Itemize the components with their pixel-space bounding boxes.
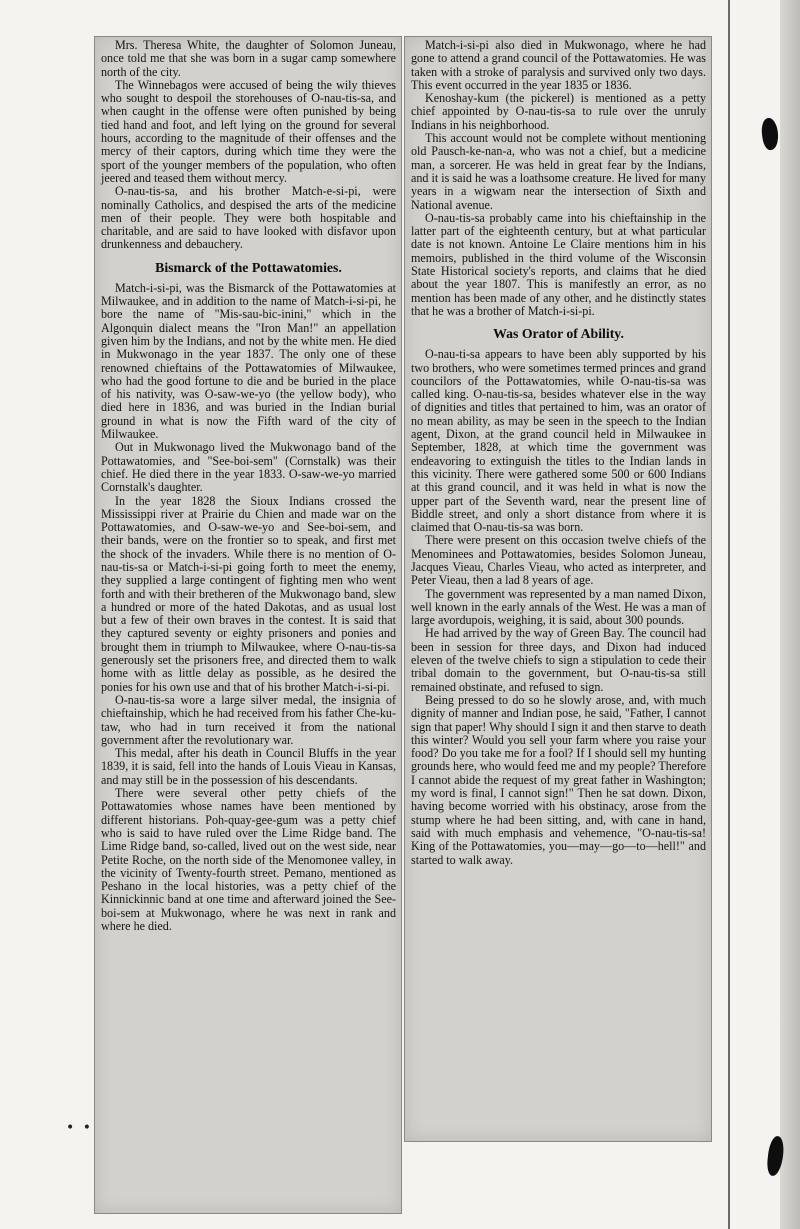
article-paragraph: O-nau-tis-sa, and his brother Match-e-si-pi, were nominally Catholics, and despised the arts of the medicine men of their people. They were both hospitable and charitable, and are said to have looked with disfavor upon drunkenness and debauchery. bbox=[101, 184, 396, 252]
article-paragraph: Kenoshay-kum (the pickerel) is mentioned as a petty chief appointed by O-nau-tis-sa to rule over the unruly Indians in his neighborhood. bbox=[411, 91, 706, 132]
article-column-left bbox=[95, 37, 401, 933]
article-paragraph: There were present on this occasion twelve chiefs of the Menominees and Pottawatomies, besides Solomon Juneau, Jacques Vieau, Charles Vieau, who acted as interpreter, and Peter Vieau, then a lad 8 years of age. bbox=[411, 533, 706, 588]
newspaper-clipping-right bbox=[404, 36, 712, 1142]
article-paragraph: Match-i-si-pi also died in Mukwonago, where he had gone to attend a grand council of the Pottawatomies. He was taken with a stroke of paralysis and survived only two days. This event occurred in the year 1835 or 1836. bbox=[411, 38, 706, 92]
article-paragraph: Being pressed to do so he slowly arose, and, with much dignity of manner and Indian pose, he said, "Father, I cannot sign that paper! Why should I sign it and then starve to death this winter? Would you sell your farm where you raise your food? Do you take me for a fool? If I should sell my hunting grounds here, who would feed me and my people? Therefore I cannot abide the request of my great father in Washington; my word is final, I cannot sign!" Then he sat down. Dixon, having become worried with his obstinacy, arose from the stump where he had been sitting, and, with cane in hand, said with much emphasis and vehemence, "O-nau-tis-sa! King of the Pottawatomies, you—may—go—to—hell!" and started to walk away. bbox=[411, 692, 706, 867]
section-heading: Bismarck of the Pottawatomies. bbox=[155, 259, 342, 275]
section-heading: Was Orator of Ability. bbox=[493, 326, 624, 342]
article-paragraph: The Winnebagos were accused of being the wily thieves who sought to despoil the storehouses of O-nau-tis-sa, and when caught in the offense were often punished by being tied hand and foot, and left lying on the ground for several hours, according to the magnitude of their offenses and the mercy of their captors, during which time they were the sport of the younger members of the population, who often jeered and teased them without mercy. bbox=[101, 77, 396, 185]
article-paragraph: Match-i-si-pi, was the Bismarck of the Pottawatomies at Milwaukee, and in addition to the name of Match-i-si-pi, he bore the name of "Mis-sau-bic-inini," which in the Algonquin dialect means the "Iron Man!" an appellation given him by the Indians, and not by the white men. He died in Mukwonago in the year 1837. The only one of these renowned chieftains of the Pottawatomies of Milwaukee, who had the good fortune to die and be buried in the place of his nativity, was O-saw-we-yo (the yellow body), who died here in 1836, and was buried in the Indian burial ground in what is now the Fifth ward of the city of Milwaukee. bbox=[101, 280, 396, 442]
article-paragraph: Mrs. Theresa White, the daughter of Solomon Juneau, once told me that she was born in a sugar camp somewhere north of the city. bbox=[101, 38, 396, 79]
margin-dots: • • bbox=[66, 1120, 93, 1136]
article-paragraph: This account would not be complete without mentioning old Pausch-ke-nan-a, who was not a chief, but a medicine man, a sorcerer. He was held in great fear by the Indians, and it is said he was a loathsome creature. He lived for many years in a wigwam near the intersection of Sixth and National avenue. bbox=[411, 131, 706, 212]
article-paragraph: There were several other petty chiefs of the Pottawatomies whose names have been mentioned by different historians. Poh-quay-gee-gum was a petty chief who is said to have ruled over the Lime Ridge band. The Lime Ridge band, so-called, lived out on the west side, near Petite Roche, on the north side of the Menomonee valley, in the vicinity of Twenty-fourth street. Pemano, mentioned as Peshano in the local histories, was a petty chief of the Kinnickinnic band at one time and afterward joined the See-boi-sem at Mukwonago, where he was next in rank and where he died. bbox=[101, 786, 396, 933]
article-column-right bbox=[405, 37, 711, 867]
page-edge bbox=[780, 0, 800, 1229]
newspaper-clipping-left bbox=[94, 36, 402, 1214]
page-fold-line bbox=[728, 0, 730, 1229]
article-paragraph: O-nau-ti-sa appears to have been ably supported by his two brothers, who were sometimes termed princes and grand councilors of the Pottawatomies, while O-nau-tis-sa was called king. O-nau-tis-sa, besides whatever else in the way of dignities and titles that pertained to him, was an orator of no mean ability, as may be seen in the speech to the Indian agent, Dixon, at the grand council held in Milwaukee in September, 1828, at which time the government was endeavoring to extinguish the titles to the Indian lands in this vicinity. There were gathered some 500 or 600 Indians at this grand council, and it was held in what is now the upper part of the Seventh ward, near the present line of Biddle street, and only a short distance from where it is claimed that O-nau-tis-sa was born. bbox=[411, 347, 706, 535]
article-paragraph: He had arrived by the way of Green Bay. The council had been in session for three days, and Dixon had induced eleven of the twelve chiefs to sign a stipulation to cede their tribal domain to the government, but O-nau-tis-sa still remained obstinate, and refused to sign. bbox=[411, 626, 706, 694]
article-paragraph: Out in Mukwonago lived the Mukwonago band of the Pottawatomies, and "See-boi-sem" (Cornstalk) was their chief. He died there in the year 1833. O-saw-we-yo married Cornstalk's daughter. bbox=[101, 440, 396, 495]
ink-blot-icon bbox=[760, 117, 780, 151]
article-paragraph: The government was represented by a man named Dixon, well known in the early annals of the West. He was a man of large avordupois, weighing, it is said, about 300 pounds. bbox=[411, 586, 706, 628]
article-paragraph: O-nau-tis-sa probably came into his chieftainship in the latter part of the eighteenth century, but at what particular date is not known. Antoine Le Claire mentions him in his memoirs, published in the third volume of the Wisconsin State Historical society's reports, and claims that he died about the year 1807. This is manifestly an error, as no mention has been made of any other, and he distinctly states that he was a brother of Match-i-si-pi. bbox=[411, 210, 706, 318]
article-paragraph: This medal, after his death in Council Bluffs in the year 1839, it is said, fell into the hands of Louis Vieau in Kansas, and may still be in the possession of his descendants. bbox=[101, 746, 396, 787]
article-paragraph: In the year 1828 the Sioux Indians crossed the Mississippi river at Prairie du Chien and made war on the Pottawatomies, and O-saw-we-yo and See-boi-sem, and their bands, were on the frontier so to speak, and first met the shock of the invaders. While there is no mention of O-nau-tis-sa or Match-i-si-pi going forth to meet the enemy, they supplied a large contingent of fighting men who went forth and with their bretheren of the Mukwonago band, slew a hundred or more of the hated Dakotas, and as usual lost but a few of their own braves in the contest. It is said that they captured seventy or eighty prisoners and ponies and brought them in triumph to Milwaukee, where O-nau-tis-sa generously set the prisoners free, and directed them to walk home with as little delay as possible, as he desired the ponies for his own use and that of his brother Match-i-si-pi. bbox=[101, 493, 396, 694]
article-paragraph: O-nau-tis-sa wore a large silver medal, the insignia of chieftainship, which he had received from his father Che-ku-taw, who had in turn received it from the national government after the revolutionary war. bbox=[101, 692, 396, 747]
